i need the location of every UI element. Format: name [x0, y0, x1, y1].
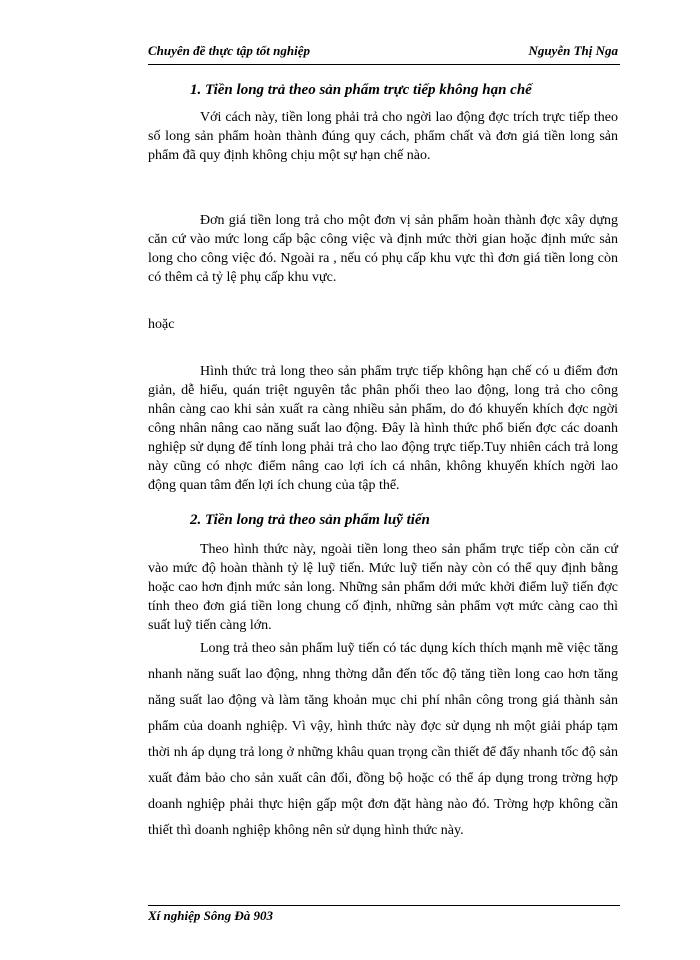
section-1-paragraph-1: Với cách này, tiền long phải trả cho ngời lao động đợc trích trực tiếp theo số long sản phẩm hoàn thành đúng quy cách, phẩm chất và đơn giá tiền long sản phẩm đã quy định không chịu một sự hạn chế nào. — [148, 110, 618, 163]
section-1-heading: 1. Tiền long trả theo sản phẩm trực tiếp không hạn chế — [190, 82, 532, 98]
header-title: Chuyên đề thực tập tốt nghiệp — [148, 43, 310, 58]
section-2-paragraph-1: Theo hình thức này, ngoài tiền long theo sản phẩm trực tiếp còn căn cứ vào mức độ hoàn thành tỷ lệ luỹ tiến. Mức luỹ tiến này còn có thể quy định bằng hoặc cao hơn định mức sản long. Những sản phẩm dới mức khởi điểm luỹ tiến đợc tính theo đơn giá tiền long chung cố định, những sản phẩm vợt mức càng cao thì suất luỹ tiến càng lớn. — [148, 542, 618, 633]
section-2-heading: 2. Tiền long trả theo sản phẩm luỹ tiến — [190, 512, 430, 528]
header-author: Nguyễn Thị Nga — [528, 43, 618, 58]
footer-text: Xí nghiệp Sông Đà 903 — [148, 908, 273, 923]
section-1-paragraph-2: Đơn giá tiền long trả cho một đơn vị sản phẩm hoàn thành đợc xây dựng căn cứ vào mức long cấp bậc công việc và định mức thời gian hoặc định mức sản long cho công việc đó. Ngoài ra , nếu có phụ cấp khu vực thì đơn giá tiền long còn có thêm cả tỷ lệ phụ cấp khu vực. — [148, 213, 618, 285]
page-header — [148, 40, 620, 65]
section-1-paragraph-3: Hình thức trả long theo sản phẩm trực tiếp không hạn chế có u điểm đơn giản, dễ hiểu, quán triệt nguyên tắc phân phối theo lao động, long trả cho công nhân càng cao khi sản xuất ra càng nhiều sản phẩm, do đó khuyến khích đợc ngời công nhân nâng cao năng suất lao động. Đây là hình thức phổ biến đợc các doanh nghiệp sử dụng để tính long phải trả cho lao động trực tiếp.Tuy nhiên cách trả long này cũng có nhợc điểm nâng cao lợi ích cá nhân, không khuyến khích ngời lao động quan tâm đến lợi ích chung của tập thể. — [148, 364, 618, 493]
or-label: hoặc — [148, 317, 175, 332]
page-footer — [148, 905, 620, 930]
section-2-paragraph-2: Long trả theo sản phẩm luỹ tiến có tác dụng kích thích mạnh mẽ việc tăng nhanh năng suất lao động, nhng thờng dẫn đến tốc độ tăng tiền long cao hơn tăng năng suất lao động và làm tăng khoản mục chi phí nhân công trong giá thành sản phẩm của doanh nghiệp. Vì vậy, hình thức này đợc sử dụng nh một giải pháp tạm thời nh áp dụng trả long ở những khâu quan trọng cần thiết để đẩy nhanh tốc độ sản xuất đảm bảo cho sản xuất cân đối, đồng bộ hoặc có thể áp dụng trong trờng hợp doanh nghiệp phải thực hiện gấp một đơn đặt hàng nào đó. Trờng hợp không cần thiết thì doanh nghiệp không nên sử dụng hình thức này. — [148, 641, 618, 838]
